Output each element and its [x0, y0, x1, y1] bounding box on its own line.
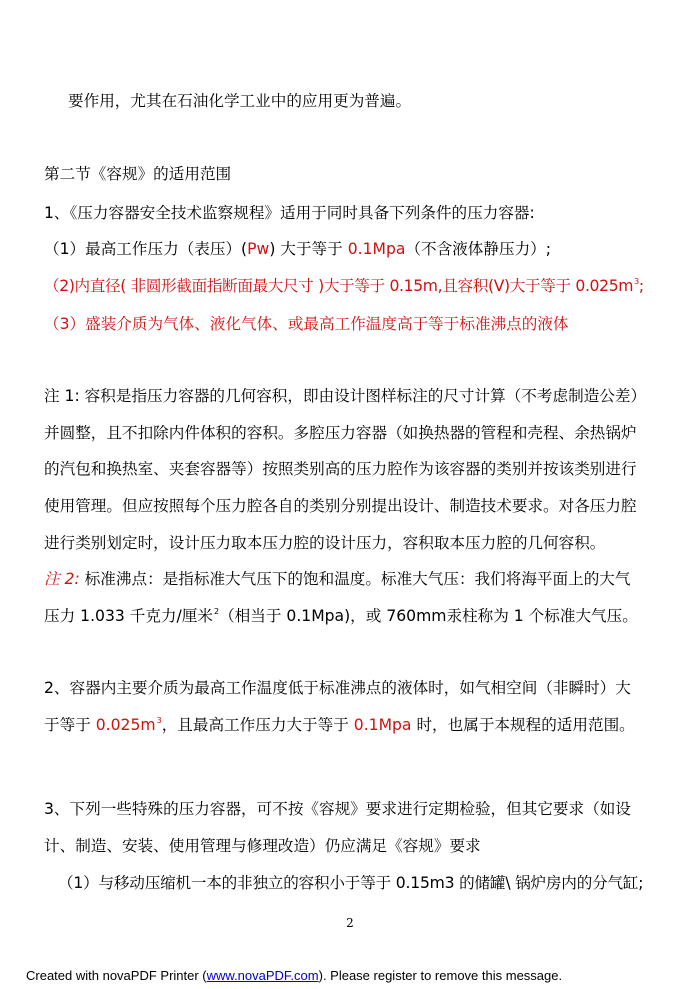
note-1-line: 注 1: 容积是指压力容器的几何容积，即由设计图样标注的尺寸计算（不考虑制造公差）: [44, 387, 647, 405]
text-span: ,且容积(: [437, 277, 494, 295]
text-span: 标准沸点：是指标准大气压下的饱和温度。标准大气压：我们将海平面上的大气: [79, 570, 631, 588]
text-span: 于等于: [44, 716, 96, 734]
text-span: 时，也属于本规程的适用范围。: [411, 716, 635, 734]
highlight-span: Pw: [247, 240, 270, 258]
note-1-line: 并圆整，且不扣除内件体积的容积。多腔压力容器（如换热器的管程和壳程、余热锅炉: [44, 424, 637, 442]
text-span: （2)内直径( 非圆形截面指断面最大尺寸 )大于等于: [44, 277, 390, 295]
paragraph-line: 计、制造、安装、使用管理与修理改造）仍应满足《容规》要求: [44, 837, 481, 855]
text-span: ) 大于等于: [269, 240, 348, 258]
text-span: )大于等于: [504, 277, 576, 295]
paragraph-line: 2、容器内主要介质为最高工作温度低于标准沸点的液体时，如气相空间（非瞬时）大: [44, 679, 631, 697]
text-span: （1）最高工作压力（表压）(: [44, 240, 248, 258]
text-span: ，且最高工作压力大于等于: [161, 716, 354, 734]
paragraph-line: 3、下列一些特殊的压力容器，可不按《容规》要求进行定期检验，但其它要求（如设: [44, 800, 631, 818]
highlight-span: 0.1Mpa: [353, 716, 412, 734]
note-label: 注 2:: [44, 570, 80, 588]
condition-3: （3）盛装介质为气体、液化气体、或最高工作温度高于等于标准沸点的液体: [44, 315, 569, 333]
paragraph-line: [44, 714, 635, 739]
page-number: 2: [346, 916, 354, 930]
highlight-span: 0.025m: [95, 716, 156, 734]
text-span: （相当于 0.1Mpa)，或 760mm汞柱称为 1 个标准大气压。: [219, 607, 638, 625]
text-span: ;: [638, 277, 644, 295]
condition-2: [44, 275, 644, 300]
condition-1: [44, 238, 551, 260]
note-1-line: 使用管理。但应按照每个压力腔各自的类别分别提出设计、制造技术要求。对各压力腔: [44, 497, 637, 515]
section-heading: 第二节《容规》的适用范围: [44, 165, 232, 183]
paragraph-line: 1、《压力容器安全技术监察规程》适用于同时具备下列条件的压力容器:: [44, 204, 535, 222]
text-span: 0.15m: [389, 277, 438, 295]
note-2-line: [44, 605, 638, 630]
list-item: （1）与移动压缩机一本的非独立的容积小于等于 0.15m3 的储罐\ 锅炉房内的分气缸;: [58, 874, 644, 892]
watermark-footer: [26, 968, 562, 983]
note-1-line: 的汽包和换热室、夹套容器等）按照类别高的压力腔作为该容器的类别并按该类别进行: [44, 460, 637, 478]
footer-text: ). Please register to remove this message.: [318, 968, 563, 983]
note-2-line: [44, 568, 630, 590]
text-span: 0.025m: [575, 277, 634, 295]
superscript: 3: [156, 716, 162, 725]
text-span: V: [493, 277, 505, 295]
superscript: 2: [213, 607, 220, 616]
footer-text: Created with novaPDF Printer (: [26, 968, 207, 983]
text-span: （不含液体静压力）;: [405, 240, 552, 258]
footer-link[interactable]: www.novaPDF.com: [206, 968, 319, 983]
note-1-line: 进行类别划定时，设计压力取本压力腔的设计压力，容积取本压力腔的几何容积。: [44, 534, 606, 552]
text-span: 压力 1.033 千克力/厘米: [44, 607, 213, 625]
superscript: 3: [634, 277, 639, 286]
paragraph-line: 要作用，尤其在石油化学工业中的应用更为普遍。: [68, 92, 412, 110]
highlight-span: 0.1Mpa: [347, 240, 406, 258]
